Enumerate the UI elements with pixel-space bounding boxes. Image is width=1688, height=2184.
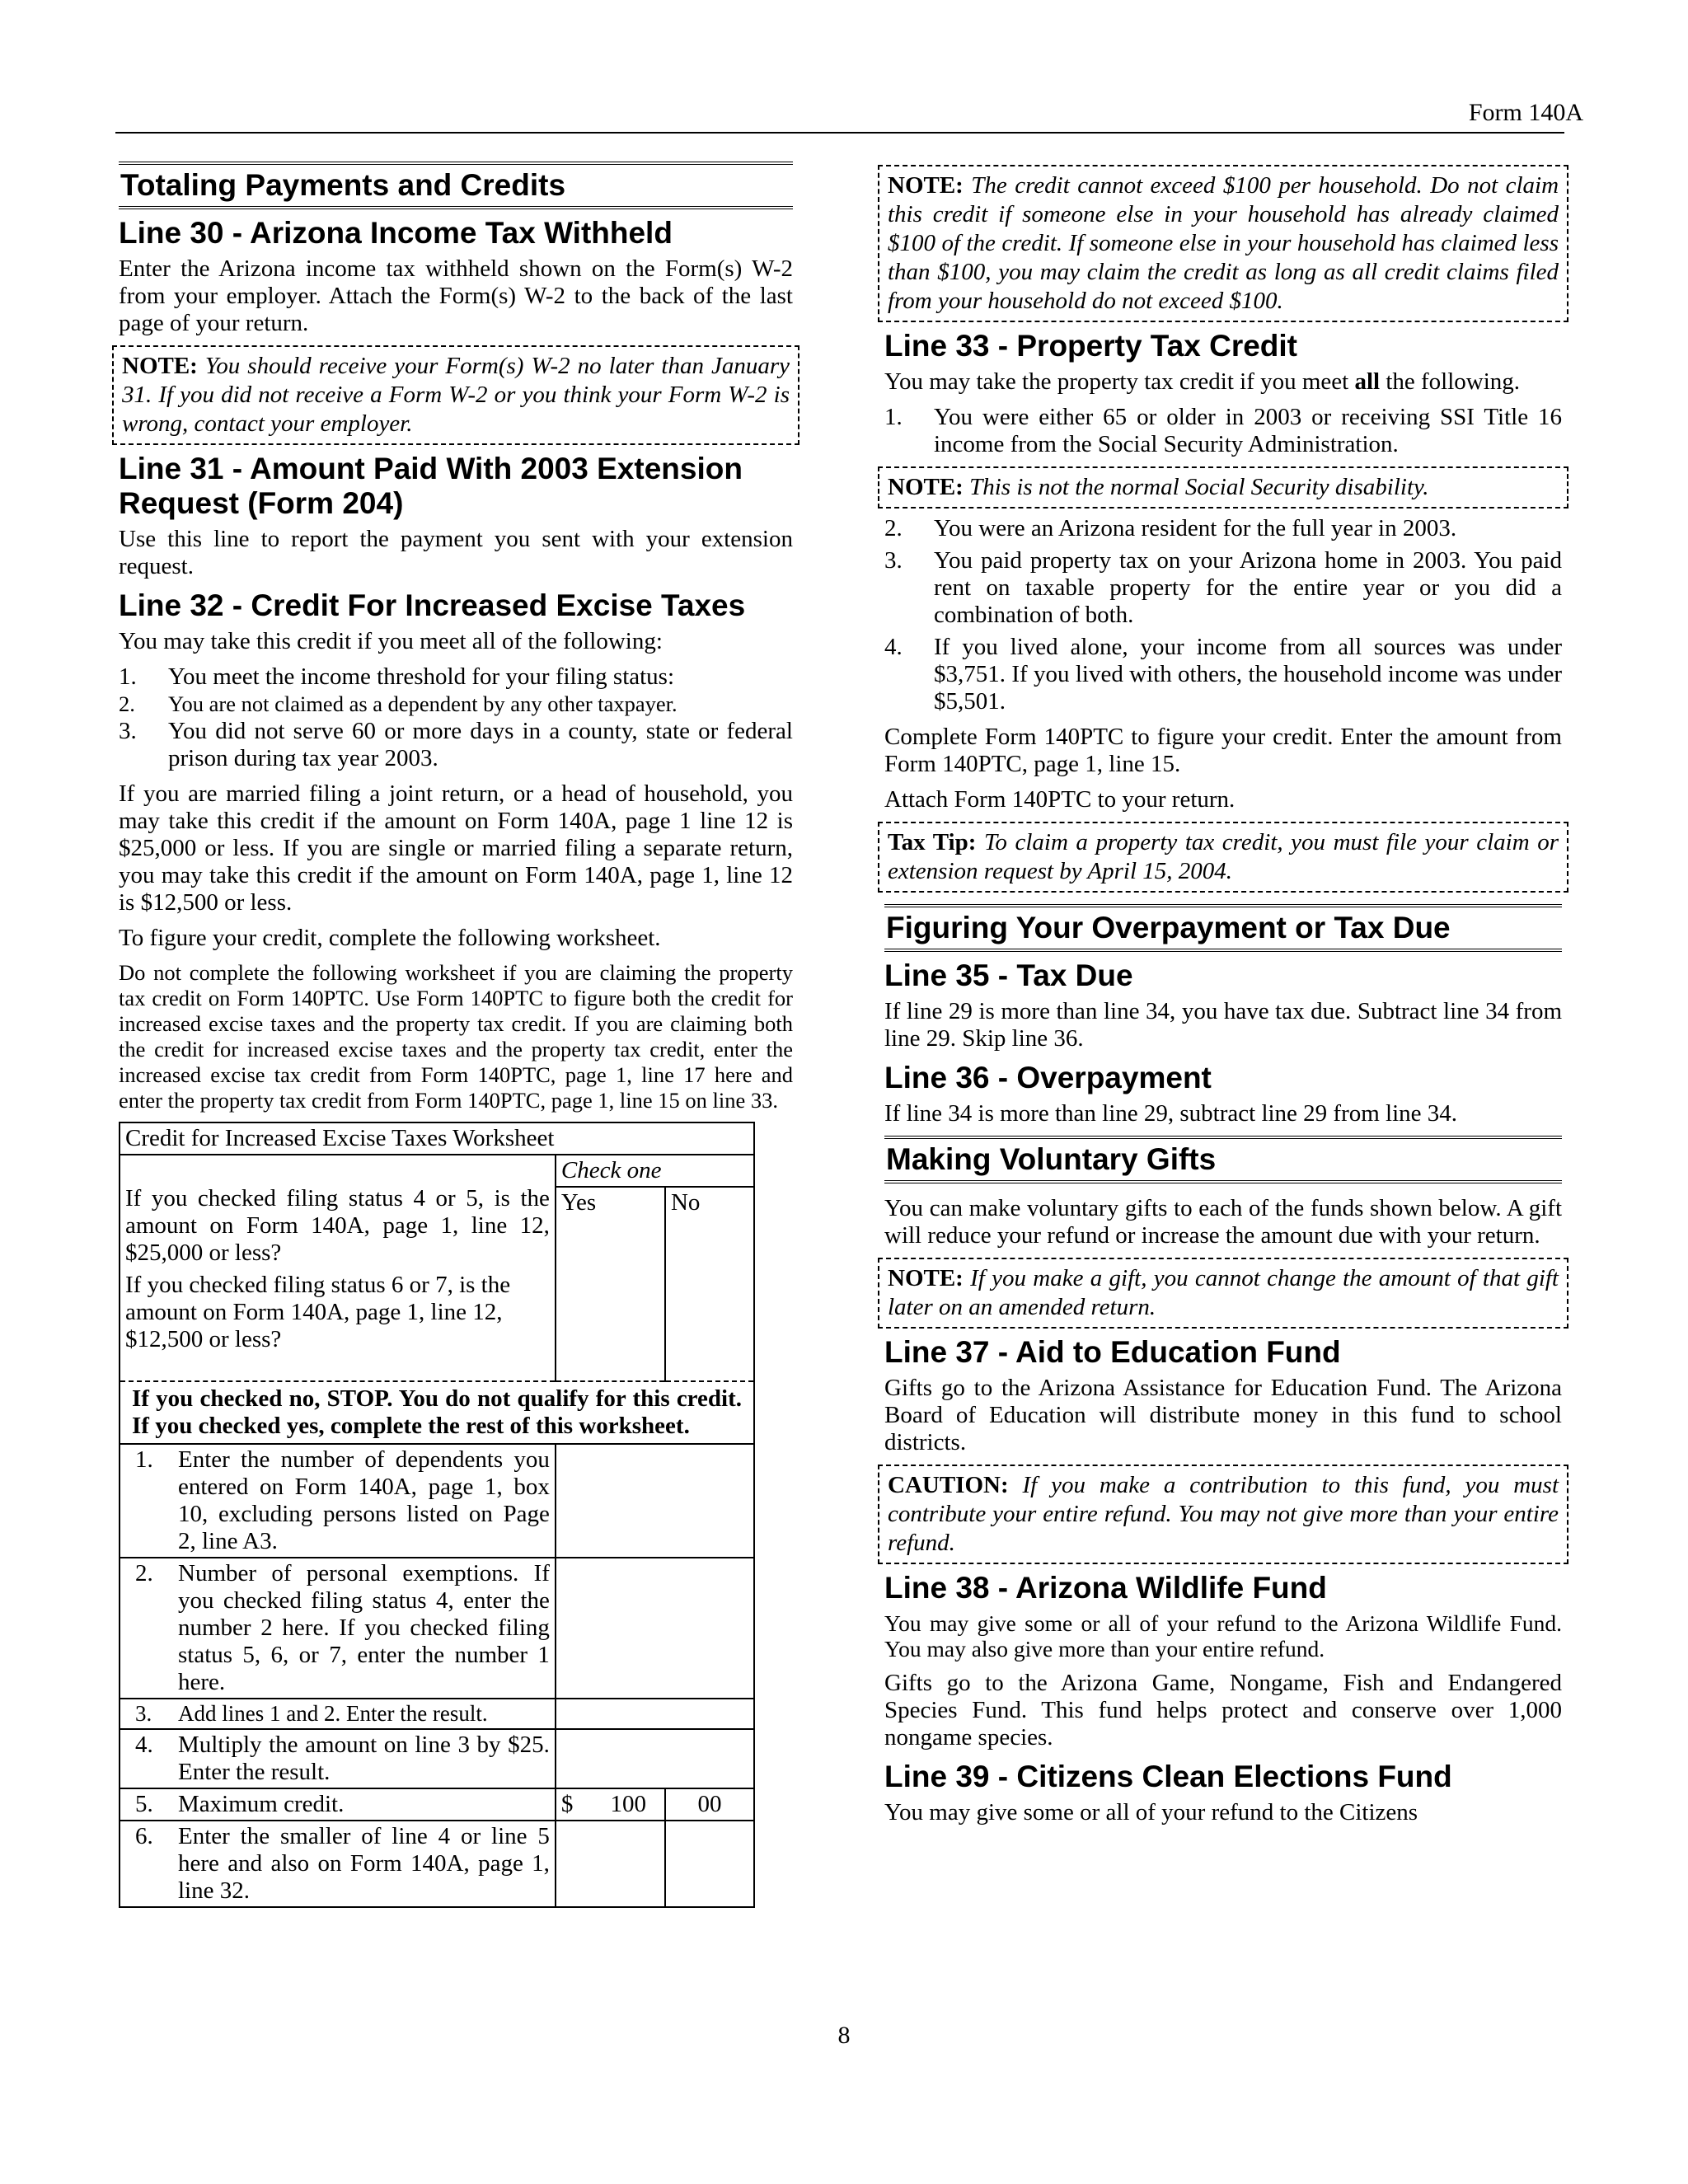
- ssi-note: [878, 466, 1568, 509]
- note-text: If you make a gift, you cannot change the amount of that gift later on an amended return.: [888, 1265, 1559, 1320]
- table-row: [120, 1729, 754, 1788]
- line39-text: You may give some or all of your refund to the Citizens: [884, 1799, 1418, 1825]
- list-item: 2. You are not claimed as a dependent by any other taxpayer.: [119, 691, 678, 716]
- line32-title: Line 32 - Credit For Increased Excise Taxes: [119, 588, 746, 622]
- worksheet-line-2-entry[interactable]: [556, 1558, 754, 1699]
- table-row: [120, 1788, 754, 1821]
- no-label: No: [670, 1189, 701, 1216]
- household-credit-note: [878, 165, 1568, 322]
- list-item: 3. You did not serve 60 or more days in a county, state or federal prison during tax year 2003.: [119, 718, 793, 771]
- education-fund-caution: [878, 1465, 1568, 1564]
- max-credit-amount: 100: [610, 1791, 646, 1817]
- list-item: 1. You meet the income threshold for your filing status:: [119, 663, 675, 690]
- note-text: You should receive your Form(s) W-2 no later than January 31. If you did not receive a Form W-2 or you think your Form W-2 is wrong, contact your employer.: [122, 353, 790, 437]
- max-credit-dollars: [556, 1788, 665, 1821]
- max-credit-cents: 00: [665, 1788, 754, 1821]
- line33-requirements-1: [884, 404, 1562, 458]
- line30-title: Line 30 - Arizona Income Tax Withheld: [119, 216, 673, 250]
- excise-credit-worksheet: [119, 1122, 755, 1908]
- line33-intro: You may take the property tax credit if you meet all the following.: [884, 368, 1521, 395]
- worksheet-line-2: 2. Number of personal exemptions. If you checked filing status 4, enter the number 2 here. If you checked filing status 5, 6, or 7, enter the number 1 here.: [120, 1558, 556, 1699]
- note-label: NOTE:: [888, 1265, 964, 1291]
- header-rule: [115, 132, 1564, 134]
- line38-text1: You may give some or all of your refund to the Arizona Wildlife Fund. You may also give more than your entire refund.: [884, 1610, 1562, 1661]
- table-row: [120, 1444, 754, 1558]
- caution-label: CAUTION:: [888, 1472, 1009, 1498]
- list-item: 3. You paid property tax on your Arizona home in 2003. You paid rent on taxable property for the entire year or you did a combination of both.: [884, 547, 1562, 628]
- line39-title: Line 39 - Citizens Clean Elections Fund: [884, 1760, 1452, 1793]
- gifts-note: [878, 1258, 1568, 1329]
- worksheet-line-6-dollars[interactable]: [556, 1821, 665, 1907]
- list-item: 1. You were either 65 or older in 2003 or receiving SSI Title 16 income from the Social Security Administration.: [884, 404, 1562, 457]
- worksheet-line-4: 4. Multiply the amount on line 3 by $25. Enter the result.: [120, 1729, 556, 1788]
- line30-text: Enter the Arizona income tax withheld shown on the Form(s) W-2 from your employer. Attach the Form(s) W-2 to the back of the last page of your return.: [119, 255, 793, 336]
- worksheet-question-2: If you checked filing status 6 or 7, is the amount on Form 140A, page 1, line 12, $12,500 or less?: [125, 1272, 511, 1352]
- line35-title: Line 35 - Tax Due: [884, 958, 1133, 992]
- line31-title: Line 31 - Amount Paid With 2003 Extension Request (Form 204): [119, 452, 743, 520]
- line33-para1: Complete Form 140PTC to figure your credit. Enter the amount from Form 140PTC, page 1, line 15.: [884, 724, 1562, 777]
- yes-checkbox-cell[interactable]: [556, 1187, 665, 1381]
- worksheet-line-6-cents[interactable]: [665, 1821, 754, 1907]
- tip-text: To claim a property tax credit, you must file your claim or extension request by April 15, 2004.: [888, 829, 1559, 884]
- form-name-header: Form 140A: [1468, 99, 1583, 126]
- no-checkbox-cell[interactable]: [665, 1187, 754, 1381]
- worksheet-stop-instruction: If you checked no, STOP. You do not qualify for this credit. If you checked yes, complete the rest of this worksheet.: [120, 1381, 754, 1444]
- line33-para2: Attach Form 140PTC to your return.: [884, 786, 1236, 813]
- section-title-overpayment: Figuring Your Overpayment or Tax Due: [884, 904, 1562, 952]
- yes-label: Yes: [560, 1189, 597, 1216]
- left-column: [119, 162, 793, 1908]
- worksheet-line-6: 6. Enter the smaller of line 4 or line 5 here and also on Form 140A, page 1, line 32.: [120, 1821, 556, 1907]
- table-row: [120, 1699, 754, 1729]
- line33-requirements-2: [884, 515, 1562, 715]
- line32-para1: If you are married filing a joint return, or a head of household, you may take this credit if the amount on Form 140A, page 1 line 12 is $25,000 or less. If you are single or married filing a separate return, you may take this credit if the amount on Form 140A, page 1, line 12 is $12,500 or less.: [119, 780, 793, 916]
- line36-title: Line 36 - Overpayment: [884, 1061, 1212, 1094]
- section-title-payments: Totaling Payments and Credits: [119, 162, 793, 209]
- line37-text: Gifts go to the Arizona Assistance for Education Fund. The Arizona Board of Education will distribute money in this fund to school districts.: [884, 1375, 1562, 1455]
- line38-text2: Gifts go to the Arizona Game, Nongame, Fish and Endangered Species Fund. This fund helps protect and conserve over 1,000 nongame species.: [884, 1670, 1562, 1750]
- note-label: NOTE:: [888, 172, 964, 199]
- dollar-sign: $: [560, 1791, 574, 1817]
- note-text: This is not the normal Social Security disability.: [969, 474, 1429, 500]
- worksheet-question-1: If you checked filing status 4 or 5, is the amount on Form 140A, page 1, line 12, $25,000 or less?: [125, 1185, 550, 1266]
- tax-tip: [878, 822, 1568, 893]
- worksheet-line-4-entry[interactable]: [556, 1729, 754, 1788]
- line36-text: If line 34 is more than line 29, subtract line 29 from line 34.: [884, 1100, 1458, 1127]
- note-text: The credit cannot exceed $100 per household. Do not claim this credit if someone else in your household has already claimed $100 of the credit. If someone else in your household has claimed less than $100, you may claim the credit as long as all credit claims filed from your household do not exceed $100.: [888, 172, 1559, 314]
- line32-para3: Do not complete the following worksheet if you are claiming the property tax credit on Form 140PTC. Use Form 140PTC to figure both the credit for increased excise taxes and the property tax credit. If you are claiming both the credit for increased excise taxes and the property tax credit, enter the increased excise tax credit from Form 140PTC, page 1, line 17 here and enter the property tax credit from Form 140PTC, page 1, line 15 on line 33.: [119, 960, 793, 1113]
- section-title-gifts: Making Voluntary Gifts: [884, 1136, 1562, 1183]
- line35-text: If line 29 is more than line 34, you have tax due. Subtract line 34 from line 29. Skip line 36.: [884, 998, 1562, 1052]
- note-label: NOTE:: [122, 353, 198, 379]
- line33-title: Line 33 - Property Tax Credit: [884, 329, 1297, 363]
- worksheet-line-3: 3. Add lines 1 and 2. Enter the result.: [120, 1699, 556, 1729]
- page-number: 8: [837, 2022, 851, 2049]
- worksheet-line-5: 5. Maximum credit.: [120, 1788, 556, 1821]
- worksheet-questions: [120, 1155, 556, 1381]
- tip-label: Tax Tip:: [888, 829, 977, 855]
- line37-title: Line 37 - Aid to Education Fund: [884, 1335, 1341, 1369]
- caution-text: If you make a contribution to this fund, you must contribute your entire refund. You may not give more than your entire refund.: [888, 1472, 1559, 1556]
- check-one-label: Check one: [556, 1155, 754, 1187]
- note-label: NOTE:: [888, 474, 964, 500]
- worksheet-line-1-entry[interactable]: [556, 1444, 754, 1558]
- list-item: 4. If you lived alone, your income from all sources was under $3,751. If you lived with others, the household income was under $5,501.: [884, 634, 1562, 715]
- line32-requirements: [119, 663, 793, 772]
- line30-note: [112, 345, 799, 445]
- worksheet-line-1: 1. Enter the number of dependents you entered on Form 140A, page 1, box 10, excluding persons listed on Page 2, line A3.: [120, 1444, 556, 1558]
- line31-text: Use this line to report the payment you sent with your extension request.: [119, 526, 793, 579]
- list-item: 2. You were an Arizona resident for the full year in 2003.: [884, 515, 1457, 541]
- line38-title: Line 38 - Arizona Wildlife Fund: [884, 1571, 1327, 1605]
- worksheet-line-3-entry[interactable]: [556, 1699, 754, 1729]
- table-row: [120, 1821, 754, 1907]
- worksheet-title: Credit for Increased Excise Taxes Worksheet: [120, 1122, 754, 1155]
- right-column: [884, 162, 1562, 1835]
- gifts-text: You can make voluntary gifts to each of the funds shown below. A gift will reduce your refund or increase the amount due with your return.: [884, 1195, 1562, 1249]
- table-row: [120, 1558, 754, 1699]
- line32-intro: You may take this credit if you meet all of the following:: [119, 628, 663, 654]
- line32-para2: To figure your credit, complete the following worksheet.: [119, 925, 661, 951]
